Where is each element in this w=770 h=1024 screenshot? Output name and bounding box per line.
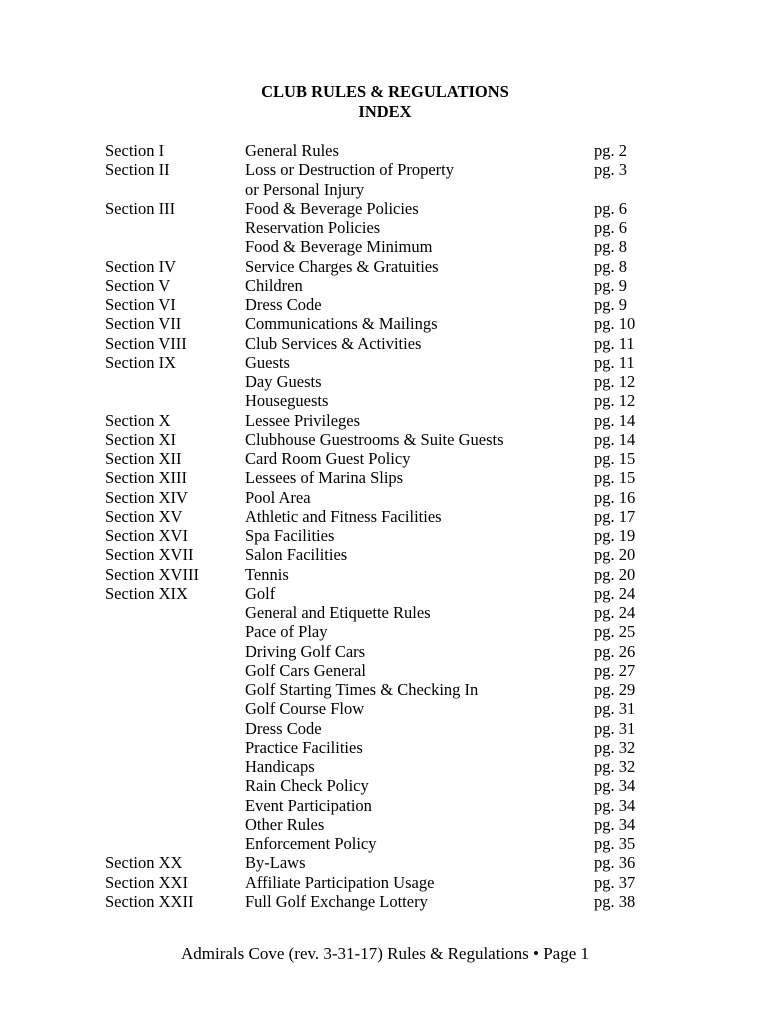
index-page-ref: pg. 14 [594,429,636,449]
index-topic: Card Room Guest Policy [245,449,411,468]
index-row [105,372,665,391]
index-table [105,141,665,911]
index-topic: General and Etiquette Rules [245,603,431,622]
index-row [105,468,665,487]
index-row [105,853,665,872]
index-row [105,757,665,776]
index-section-label: Section IV [105,256,177,276]
index-topic: Practice Facilities [245,737,363,757]
index-topic: Affiliate Participation Usage [245,872,435,892]
index-page-ref: pg. 16 [594,487,636,507]
index-row [105,276,665,295]
index-topic: Clubhouse Guestrooms & Suite Guests [245,429,504,449]
index-section-label: Section XIII [105,468,188,488]
index-topic: Food & Beverage Policies [245,198,419,218]
index-page-ref: pg. 9 [594,295,627,314]
index-topic: Lessees of Marina Slips [245,468,404,488]
index-topic: Rain Check Policy [245,776,369,796]
index-page-ref: pg. 38 [594,891,636,911]
index-topic: General Rules [245,141,339,160]
index-row [105,545,665,564]
index-row [105,430,665,449]
index-section-label: Section II [105,160,170,180]
index-topic: Houseguests [245,391,329,411]
index-row [105,257,665,276]
index-topic: Golf Course Flow [245,699,365,719]
index-page-ref: pg. 19 [594,526,636,545]
index-row [105,661,665,680]
index-page-ref: pg. 14 [594,410,636,430]
index-page-ref: pg. 32 [594,757,636,776]
index-topic: Driving Golf Cars [245,641,366,661]
index-row [105,642,665,661]
index-topic: Guests [245,352,290,372]
index-row [105,892,665,911]
index-page-ref: pg. 8 [594,256,627,276]
index-section-label: Section V [105,275,171,295]
index-topic: Full Golf Exchange Lottery [245,891,428,911]
index-row [105,584,665,603]
index-row [105,873,665,892]
index-topic: Service Charges & Gratuities [245,256,439,276]
index-page-ref: pg. 8 [594,237,627,257]
index-topic: Tennis [245,564,289,584]
index-section-label: Section XIV [105,487,188,507]
index-row [105,180,665,199]
index-topic: Dress Code [245,295,322,314]
index-topic: Other Rules [245,814,325,834]
index-row [105,334,665,353]
index-row [105,699,665,718]
index-page-ref: pg. 25 [594,622,636,642]
index-section-label: Section XVI [105,526,188,545]
title-line-main: CLUB RULES & REGULATIONS [261,82,509,101]
index-row [105,622,665,641]
index-topic: Children [245,275,303,295]
index-row [105,603,665,622]
index-section-label: Section X [105,410,171,430]
index-row [105,834,665,853]
index-topic: Reservation Policies [245,218,381,237]
index-page-ref: pg. 31 [594,718,636,738]
index-page-ref: pg. 20 [594,545,636,565]
index-row [105,719,665,738]
index-page-ref: pg. 31 [594,699,636,719]
index-topic: Pool Area [245,487,311,507]
index-row [105,295,665,314]
index-page-ref: pg. 10 [594,314,636,334]
index-row [105,160,665,179]
index-section-label: Section XIX [105,583,188,603]
index-section-label: Section I [105,141,165,160]
index-row [105,776,665,795]
index-section-label: Section XVII [105,545,194,565]
index-topic: or Personal Injury [245,179,365,199]
index-page-ref: pg. 11 [594,352,635,372]
index-page-ref: pg. 3 [594,160,627,180]
index-page-ref: pg. 15 [594,449,636,468]
index-section-label: Section XV [105,506,183,526]
index-section-label: Section VII [105,314,182,334]
index-row [105,796,665,815]
index-topic: Day Guests [245,372,322,391]
index-topic: Pace of Play [245,622,328,642]
index-topic: Food & Beverage Minimum [245,237,433,257]
index-topic: Event Participation [245,795,372,815]
index-row [105,314,665,333]
index-row [105,815,665,834]
index-page-ref: pg. 34 [594,814,636,834]
index-page-ref: pg. 20 [594,564,636,584]
index-section-label: Section IX [105,352,177,372]
page-footer: Admirals Cove (rev. 3-31-17) Rules & Regulations • Page 1 [180,944,590,963]
index-topic: Communications & Mailings [245,314,438,334]
index-row [105,218,665,237]
index-page-ref: pg. 24 [594,603,636,622]
index-page-ref: pg. 29 [594,680,636,699]
index-page-ref: pg. 34 [594,795,636,815]
index-topic: Golf [245,583,276,603]
index-topic: Golf Starting Times & Checking In [245,680,479,699]
index-row [105,488,665,507]
index-page-ref: pg. 6 [594,218,627,237]
index-row [105,680,665,699]
index-row [105,565,665,584]
index-section-label: Section XI [105,429,177,449]
index-row [105,507,665,526]
index-topic: Spa Facilities [245,526,335,545]
index-row [105,391,665,410]
document-title [0,82,770,121]
index-page-ref: pg. 24 [594,583,636,603]
index-topic: Athletic and Fitness Facilities [245,506,442,526]
index-row [105,353,665,372]
index-page-ref: pg. 26 [594,641,636,661]
index-page-ref: pg. 17 [594,506,636,526]
index-page-ref: pg. 37 [594,872,636,892]
index-page-ref: pg. 35 [594,834,636,853]
index-page-ref: pg. 32 [594,737,636,757]
index-page-ref: pg. 9 [594,275,627,295]
index-row [105,526,665,545]
index-row [105,449,665,468]
index-topic: Loss or Destruction of Property [245,160,454,180]
index-row [105,738,665,757]
index-section-label: Section XXII [105,891,194,911]
index-row [105,237,665,256]
index-page-ref: pg. 6 [594,198,627,218]
index-section-label: Section XII [105,449,182,468]
index-topic: Dress Code [245,718,322,738]
index-page-ref: pg. 2 [594,141,627,160]
index-topic: Club Services & Activities [245,333,422,353]
index-page-ref: pg. 36 [594,853,636,873]
index-topic: Salon Facilities [245,545,348,565]
index-row [105,141,665,160]
index-section-label: Section XVIII [105,564,199,584]
index-page-ref: pg. 12 [594,391,636,411]
index-section-label: Section VI [105,295,176,314]
index-section-label: Section III [105,198,176,218]
index-page-ref: pg. 12 [594,372,636,391]
index-page-ref: pg. 15 [594,468,636,488]
index-row [105,411,665,430]
index-topic: Lessee Privileges [245,410,361,430]
index-page-ref: pg. 27 [594,660,636,680]
index-topic: Handicaps [245,757,315,776]
index-topic: Golf Cars General [245,660,366,680]
index-section-label: Section XX [105,853,183,873]
title-line-index: INDEX [358,101,412,121]
index-section-label: Section XXI [105,872,188,892]
index-topic: Enforcement Policy [245,834,377,853]
index-page-ref: pg. 11 [594,333,635,353]
index-topic: By-Laws [245,853,306,873]
index-section-label: Section VIII [105,333,187,353]
index-page-ref: pg. 34 [594,776,636,796]
index-row [105,199,665,218]
